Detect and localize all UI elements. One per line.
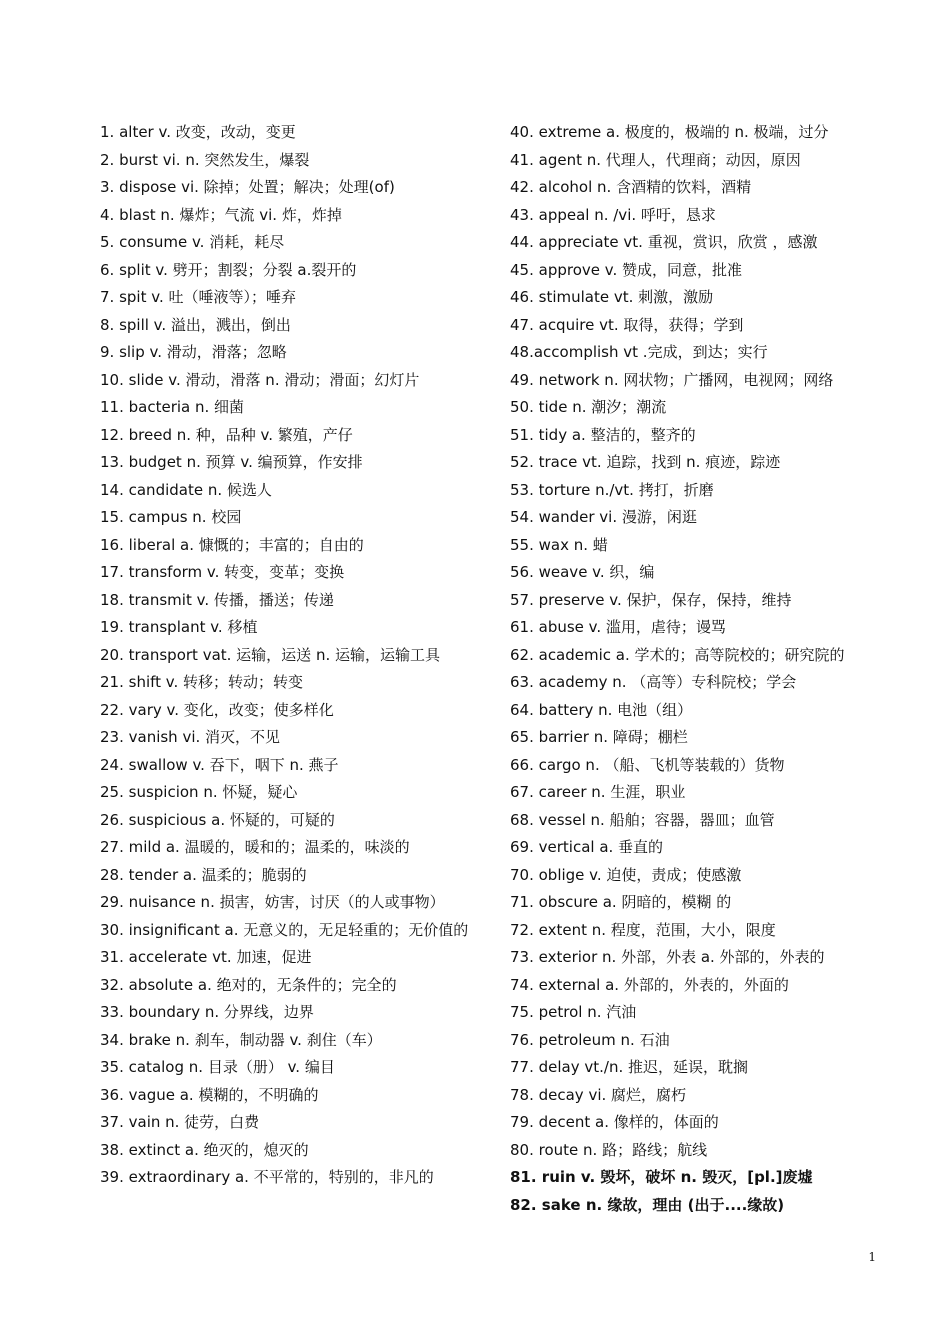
vocab-entry-72: 72. extent n. 程度，范围，大小，限度 — [510, 920, 776, 939]
vocab-entry-34: 34. brake n. 刹车，制动器 v. 刹住（车） — [100, 1030, 382, 1049]
vocab-entry-27: 27. mild a. 温暖的，暖和的；温柔的，味淡的 — [100, 838, 410, 856]
vocab-entry-80: 80. route n. 路；路线；航线 — [510, 1140, 708, 1159]
vocab-entry-37: 37. vain n. 徒劳，白费 — [100, 1113, 260, 1131]
vocab-entry-18: 18. transmit v. 传播，播送；传递 — [100, 590, 334, 609]
vocab-entry-78: 78. decay vi. 腐烂，腐朽 — [510, 1085, 687, 1104]
vocab-entry-49: 49. network n. 网状物；广播网，电视网；网络 — [510, 370, 834, 389]
vocab-entry-28: 28. tender a. 温柔的；脆弱的 — [100, 865, 307, 884]
vocab-entry-52: 52. trace vt. 追踪，找到 n. 痕迹，踪迹 — [510, 453, 781, 471]
vocab-entry-23: 23. vanish vi. 消灭，不见 — [100, 728, 281, 746]
vocab-entry-50: 50. tide n. 潮汐；潮流 — [510, 398, 667, 416]
vocab-entry-64: 64. battery n. 电池（组） — [510, 700, 693, 719]
vocab-entry-65: 65. barrier n. 障碍；棚栏 — [510, 728, 688, 746]
vocab-entry-54: 54. wander vi. 漫游，闲逛 — [510, 508, 697, 526]
vocab-entry-45: 45. approve v. 赞成，同意，批准 — [510, 260, 742, 279]
vocab-entry-12: 12. breed n. 种，品种 v. 繁殖，产仔 — [100, 425, 353, 444]
vocab-entry-56: 56. weave v. 织，编 — [510, 563, 655, 581]
vocab-entry-46: 46. stimulate vt. 刺激，激励 — [510, 288, 714, 306]
vocab-entry-26: 26. suspicious a. 怀疑的，可疑的 — [100, 810, 335, 829]
vocab-entry-44: 44. appreciate vt. 重视，赏识，欣赏 ，感激 — [510, 233, 818, 251]
vocab-entry-41: 41. agent n. 代理人，代理商；动因，原因 — [510, 150, 801, 169]
vocab-entry-17: 17. transform v. 转变，变革；变换 — [100, 563, 345, 581]
vocab-entry-29: 29. nuisance n. 损害，妨害，讨厌（的人或事物） — [100, 893, 445, 911]
vocab-entry-61: 61. abuse v. 滥用，虐待；谩骂 — [510, 618, 726, 636]
vocab-entry-53: 53. torture n./vt. 拷打，折磨 — [510, 480, 714, 499]
vocab-entry-51: 51. tidy a. 整洁的，整齐的 — [510, 425, 696, 444]
vocab-entry-19: 19. transplant v. 移植 — [100, 618, 258, 636]
vocab-entry-77: 77. delay vt./n. 推迟，延误，耽搁 — [510, 1058, 749, 1076]
vocab-entry-14: 14. candidate n. 候选人 — [100, 480, 272, 499]
vocab-entry-10: 10. slide v. 滑动，滑落 n. 滑动；滑面；幻灯片 — [100, 370, 420, 389]
vocab-entry-42: 42. alcohol n. 含酒精的饮料，酒精 — [510, 178, 752, 196]
vocab-entry-39: 39. extraordinary a. 不平常的，特别的，非凡的 — [100, 1168, 434, 1186]
vocab-entry-62: 62. academic a. 学术的；高等院校的；研究院的 — [510, 645, 845, 664]
vocab-entry-30: 30. insignificant a. 无意义的，无足轻重的；无价值的 — [100, 920, 469, 939]
vocab-entry-9: 9. slip v. 滑动，滑落；忽略 — [100, 343, 287, 361]
right-column — [510, 119, 930, 1219]
vocab-entry-5: 5. consume v. 消耗，耗尽 — [100, 233, 285, 251]
vocab-entry-21: 21. shift v. 转移；转动；转变 — [100, 673, 304, 691]
vocab-entry-71: 71. obscure a. 阴暗的，模糊 的 — [510, 893, 732, 911]
vocab-entry-43: 43. appeal n. /vi. 呼吁，恳求 — [510, 205, 716, 224]
vocab-entry-25: 25. suspicion n. 怀疑，疑心 — [100, 783, 298, 801]
vocab-entry-24: 24. swallow v. 吞下，咽下 n. 燕子 — [100, 755, 339, 774]
vocab-entry-81: 81. ruin v. 毁坏，破坏 n. 毁灭，[pl.]废墟 — [510, 1168, 813, 1186]
vocab-entry-73: 73. exterior n. 外部，外表 a. 外部的，外表的 — [510, 948, 825, 966]
vocab-entry-82: 82. sake n. 缘故，理由 (出于....缘故) — [510, 1195, 785, 1214]
vocab-entry-2: 2. burst vi. n. 突然发生，爆裂 — [100, 150, 310, 169]
vocab-entry-69: 69. vertical a. 垂直的 — [510, 838, 664, 856]
vocab-entry-8: 8. spill v. 溢出，溅出，倒出 — [100, 315, 291, 334]
vocab-entry-67: 67. career n. 生涯，职业 — [510, 783, 686, 801]
vocab-entry-57: 57. preserve v. 保护，保存，保持，维持 — [510, 590, 792, 609]
vocab-entry-38: 38. extinct a. 绝灭的，熄灭的 — [100, 1140, 309, 1159]
left-column — [100, 119, 480, 1192]
vocab-entry-55: 55. wax n. 蜡 — [510, 535, 608, 554]
vocab-entry-20: 20. transport vat. 运输，运送 n. 运输，运输工具 — [100, 645, 440, 664]
vocab-entry-16: 16. liberal a. 慷慨的；丰富的；自由的 — [100, 535, 364, 554]
vocab-entry-32: 32. absolute a. 绝对的，无条件的；完全的 — [100, 975, 397, 994]
vocab-entry-74: 74. external a. 外部的，外表的，外面的 — [510, 975, 789, 994]
vocab-entry-79: 79. decent a. 像样的，体面的 — [510, 1113, 719, 1131]
vocab-entry-7: 7. spit v. 吐（唾液等）；唾弃 — [100, 288, 296, 306]
vocab-entry-1: 1. alter v. 改变，改动，变更 — [100, 123, 296, 141]
vocab-entry-66: 66. cargo n. （船、飞机等装载的）货物 — [510, 755, 785, 774]
vocab-entry-35: 35. catalog n. 目录（册） v. 编目 — [100, 1058, 335, 1076]
vocab-entry-15: 15. campus n. 校园 — [100, 508, 242, 526]
vocab-entry-40: 40. extreme a. 极度的，极端的 n. 极端，过分 — [510, 123, 829, 141]
vocab-entry-13: 13. budget n. 预算 v. 编预算，作安排 — [100, 453, 363, 471]
vocab-entry-3: 3. dispose vi. 除掉；处置；解决；处理(of) — [100, 178, 395, 196]
vocab-entry-48: 48.accomplish vt .完成，到达；实行 — [510, 343, 768, 361]
vocab-entry-47: 47. acquire vt. 取得，获得；学到 — [510, 315, 744, 334]
vocab-entry-6: 6. split v. 劈开；割裂；分裂 a.裂开的 — [100, 260, 357, 279]
vocab-entry-68: 68. vessel n. 船舶；容器，器皿；血管 — [510, 810, 775, 829]
vocab-entry-31: 31. accelerate vt. 加速，促进 — [100, 948, 312, 966]
vocab-entry-63: 63. academy n. （高等）专科院校；学会 — [510, 673, 797, 691]
vocab-entry-22: 22. vary v. 变化，改变；使多样化 — [100, 700, 334, 719]
vocab-entry-75: 75. petrol n. 汽油 — [510, 1003, 637, 1021]
page-number: 1 — [868, 1250, 876, 1264]
vocab-entry-33: 33. boundary n. 分界线，边界 — [100, 1003, 314, 1021]
vocab-entry-4: 4. blast n. 爆炸；气流 vi. 炸，炸掉 — [100, 205, 342, 224]
vocab-entry-70: 70. oblige v. 迫使，责成；使感激 — [510, 865, 742, 884]
vocab-entry-36: 36. vague a. 模糊的，不明确的 — [100, 1085, 319, 1104]
vocab-entry-76: 76. petroleum n. 石油 — [510, 1030, 670, 1049]
vocab-entry-11: 11. bacteria n. 细菌 — [100, 398, 245, 416]
